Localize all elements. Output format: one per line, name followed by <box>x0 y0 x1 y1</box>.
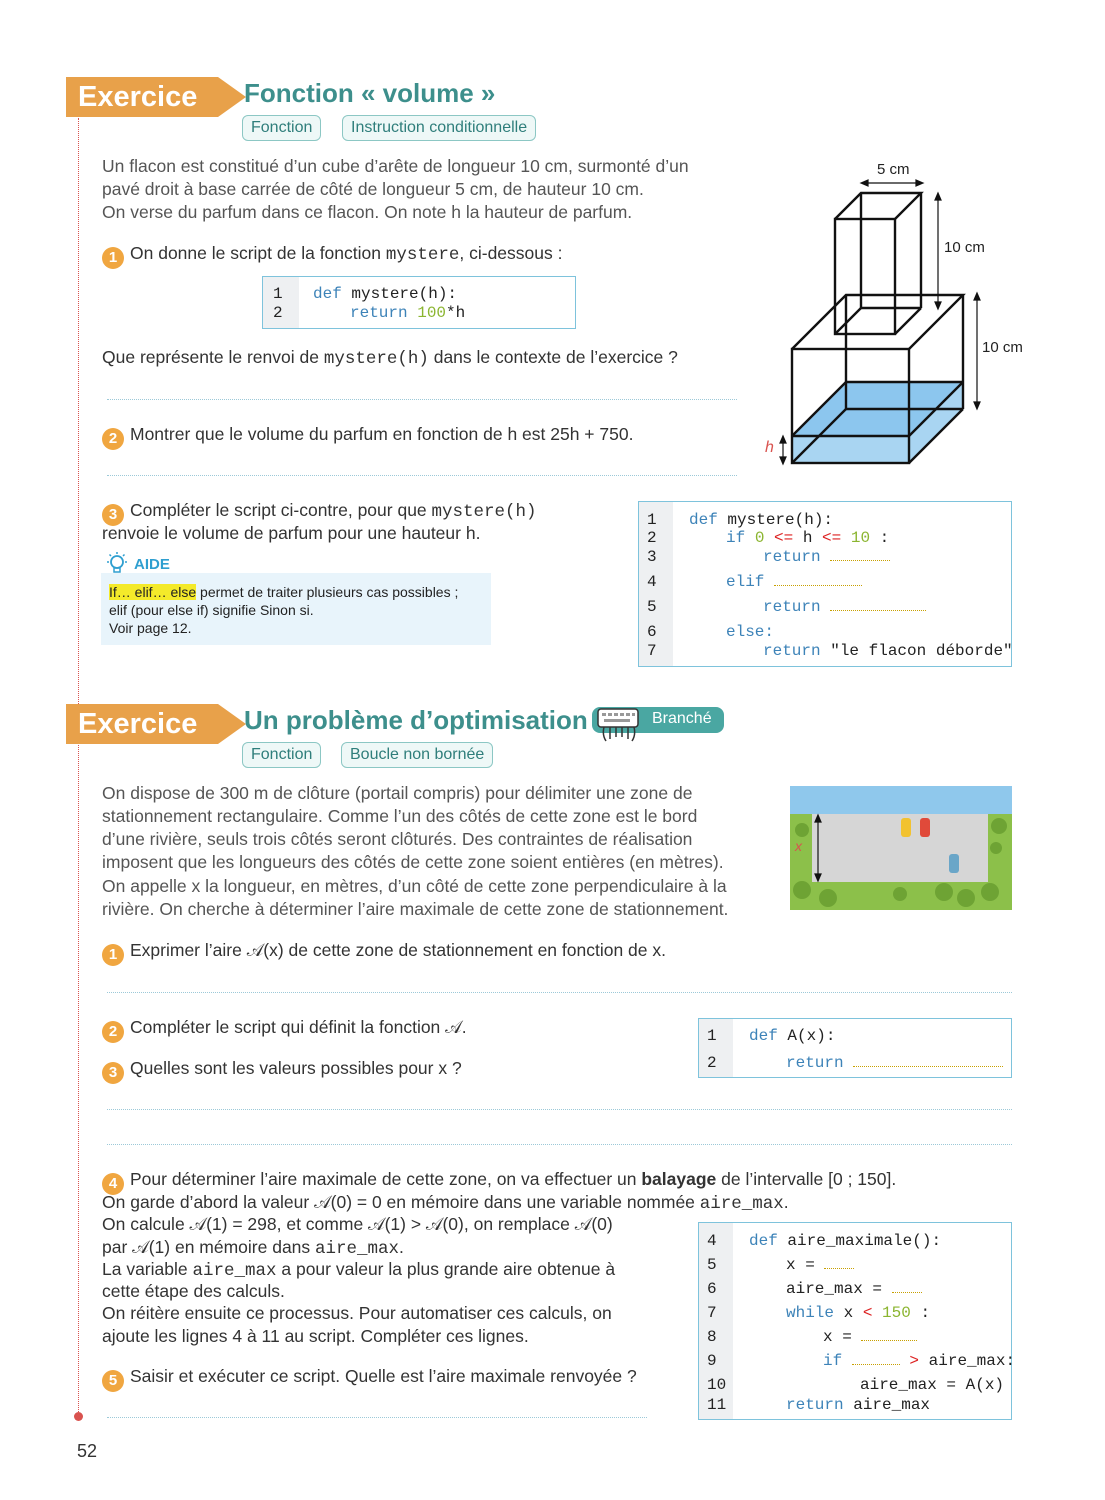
ex8-intro-line-5: On appelle x la longueur, en mètres, d’un côté de cette zone perpendiculaire à la <box>102 876 727 896</box>
aide-box: If… elif… else permet de traiter plusieurs cas possibles ; elif (pour else if) signifie Sinon si. Voir page 12. <box>101 573 491 645</box>
ex8-q4-line-8: ajoute les lignes 4 à 11 au script. Compléter ces lignes. <box>102 1326 529 1346</box>
answer-line[interactable] <box>107 1109 1012 1110</box>
code-blank[interactable] <box>830 598 926 611</box>
ex8-q4-line-3: On calcule 𝒜(1) = 298, et comme 𝒜(1) > 𝒜(0), on remplace 𝒜(0) <box>102 1214 613 1234</box>
ex7-question-1: 1 On donne le script de la fonction mystere, ci-dessous : <box>102 242 562 269</box>
ex7-question-3: 3 Compléter le script ci-contre, pour que mystere(h) <box>102 499 537 526</box>
ex8-question-4: 4 Pour déterminer l’aire maximale de cette zone, on va effectuer un balayage de l’intervalle [0 ; 150]. <box>102 1168 896 1195</box>
ex7-question-2: 2 Montrer que le volume du parfum en fonction de h est 25h + 750. <box>102 423 633 450</box>
ex8-intro-line-4: imposent que les longueurs des côtés de cette zone soient entières (en mètres). <box>102 852 724 872</box>
code-blank[interactable] <box>830 548 890 561</box>
ex7-intro-line-2: pavé droit à base carrée de côté de longueur 5 cm, de hauteur 10 cm. <box>102 179 644 199</box>
exercise-7-badge: Exercice 7 <box>66 77 218 117</box>
question-number-3: 3 <box>102 1062 124 1084</box>
code-blank[interactable] <box>852 1352 900 1365</box>
tag-instruction-conditionnelle: Instruction conditionnelle <box>342 115 536 141</box>
ex8-q4-line-7: On réitère ensuite ce processus. Pour automatiser ces calculs, on <box>102 1303 612 1323</box>
ex7-question-3-line-2: renvoie le volume de parfum pour une hauteur h. <box>102 523 481 543</box>
answer-line[interactable] <box>107 475 737 476</box>
ex8-q4-line-4: par 𝒜(1) en mémoire dans aire_max. <box>102 1237 404 1259</box>
exercise-8-badge: Exercice 8 <box>66 704 218 744</box>
question-number-2: 2 <box>102 428 124 450</box>
keyboard-hands-icon <box>594 703 644 745</box>
code-blank[interactable] <box>824 1256 854 1269</box>
page-number: 52 <box>77 1441 98 1461</box>
code-block-mystere-2: 1 2 3 4 5 6 7 def mystere(h): if 0 <= h <= 10 : return elif return else: return "le flacon déborde" <box>638 501 1012 667</box>
answer-line[interactable] <box>107 1144 1012 1145</box>
parking-illustration <box>790 786 1012 910</box>
ex8-question-3: 3 Quelles sont les valeurs possibles pour x ? <box>102 1057 462 1084</box>
answer-line[interactable] <box>107 1417 647 1418</box>
margin-dot <box>74 1412 83 1421</box>
ex8-q4-line-6: cette étape des calculs. <box>102 1281 285 1301</box>
ex8-intro-line-2: stationnement rectangulaire. Comme l’un des côtés de cette zone est le bord <box>102 806 698 826</box>
label-cube-height: 10 cm <box>982 339 1023 356</box>
code-block-aire-maximale: 4 5 6 7 8 9 10 11 def aire_maximale(): x = aire_max = while x < 150 : x = if > aire_max: aire_max = A(x) return aire_max <box>698 1222 1012 1420</box>
code-blank[interactable] <box>861 1328 917 1341</box>
tag-fonction: Fonction <box>242 115 321 141</box>
branche-badge <box>592 707 724 733</box>
ex8-intro-line-6: rivière. On cherche à déterminer l’aire maximale de cette zone de stationnement. <box>102 899 729 919</box>
ex8-question-2: 2 Compléter le script qui définit la fonction 𝒜. <box>102 1016 467 1043</box>
exercise-8-title: Un problème d’optimisation <box>244 705 588 735</box>
ex8-q4-line-2: On garde d’abord la valeur 𝒜(0) = 0 en mémoire dans une variable nommée aire_max. <box>102 1192 789 1214</box>
ex7-question-1b: Que représente le renvoi de mystere(h) dans le contexte de l’exercice ? <box>102 347 678 369</box>
question-number-4: 4 <box>102 1173 124 1195</box>
code-block-aire: 1 2 def A(x): return <box>698 1018 1012 1078</box>
exercise-7-title: Fonction « volume » <box>244 78 496 108</box>
question-number-5: 5 <box>102 1370 124 1392</box>
label-x: x <box>795 838 802 854</box>
ex8-question-1: 1 Exprimer l’aire 𝒜(x) de cette zone de stationnement en fonction de x. <box>102 939 666 966</box>
code-blank[interactable] <box>892 1280 922 1293</box>
ex7-intro-line-1: Un flacon est constitué d’un cube d’arête de longueur 10 cm, surmonté d’un <box>102 156 689 176</box>
ex7-intro-line-3: On verse du parfum dans ce flacon. On note h la hauteur de parfum. <box>102 202 633 222</box>
answer-line[interactable] <box>107 992 1012 993</box>
ex8-intro-line-1: On dispose de 300 m de clôture (portail compris) pour délimiter une zone de <box>102 783 693 803</box>
code-blank[interactable] <box>774 573 862 586</box>
ex8-intro-line-3: d’une rivière, seuls trois côtés seront clôturés. Des contraintes de réalisation <box>102 829 693 849</box>
tag-boucle-non-bornee: Boucle non bornée <box>341 742 493 768</box>
aide-title: AIDE <box>134 556 170 573</box>
label-h: h <box>765 439 774 456</box>
code-blank[interactable] <box>853 1054 1003 1067</box>
label-top-width: 5 cm <box>877 161 910 178</box>
question-number-3: 3 <box>102 504 124 526</box>
question-number-2: 2 <box>102 1021 124 1043</box>
question-number-1: 1 <box>102 944 124 966</box>
question-number-1: 1 <box>102 247 124 269</box>
branche-label: Branché <box>652 710 712 727</box>
ex8-q4-line-5: La variable aire_max a pour valeur la plus grande aire obtenue à <box>102 1259 616 1281</box>
answer-line[interactable] <box>107 399 737 400</box>
label-top-height: 10 cm <box>944 239 985 256</box>
flask-diagram <box>760 155 1060 475</box>
ex8-question-5: 5 Saisir et exécuter ce script. Quelle est l’aire maximale renvoyée ? <box>102 1365 637 1392</box>
code-block-mystere-1: 1 2 def mystere(h): return 100*h <box>262 276 576 329</box>
tag-fonction-2: Fonction <box>242 742 321 768</box>
